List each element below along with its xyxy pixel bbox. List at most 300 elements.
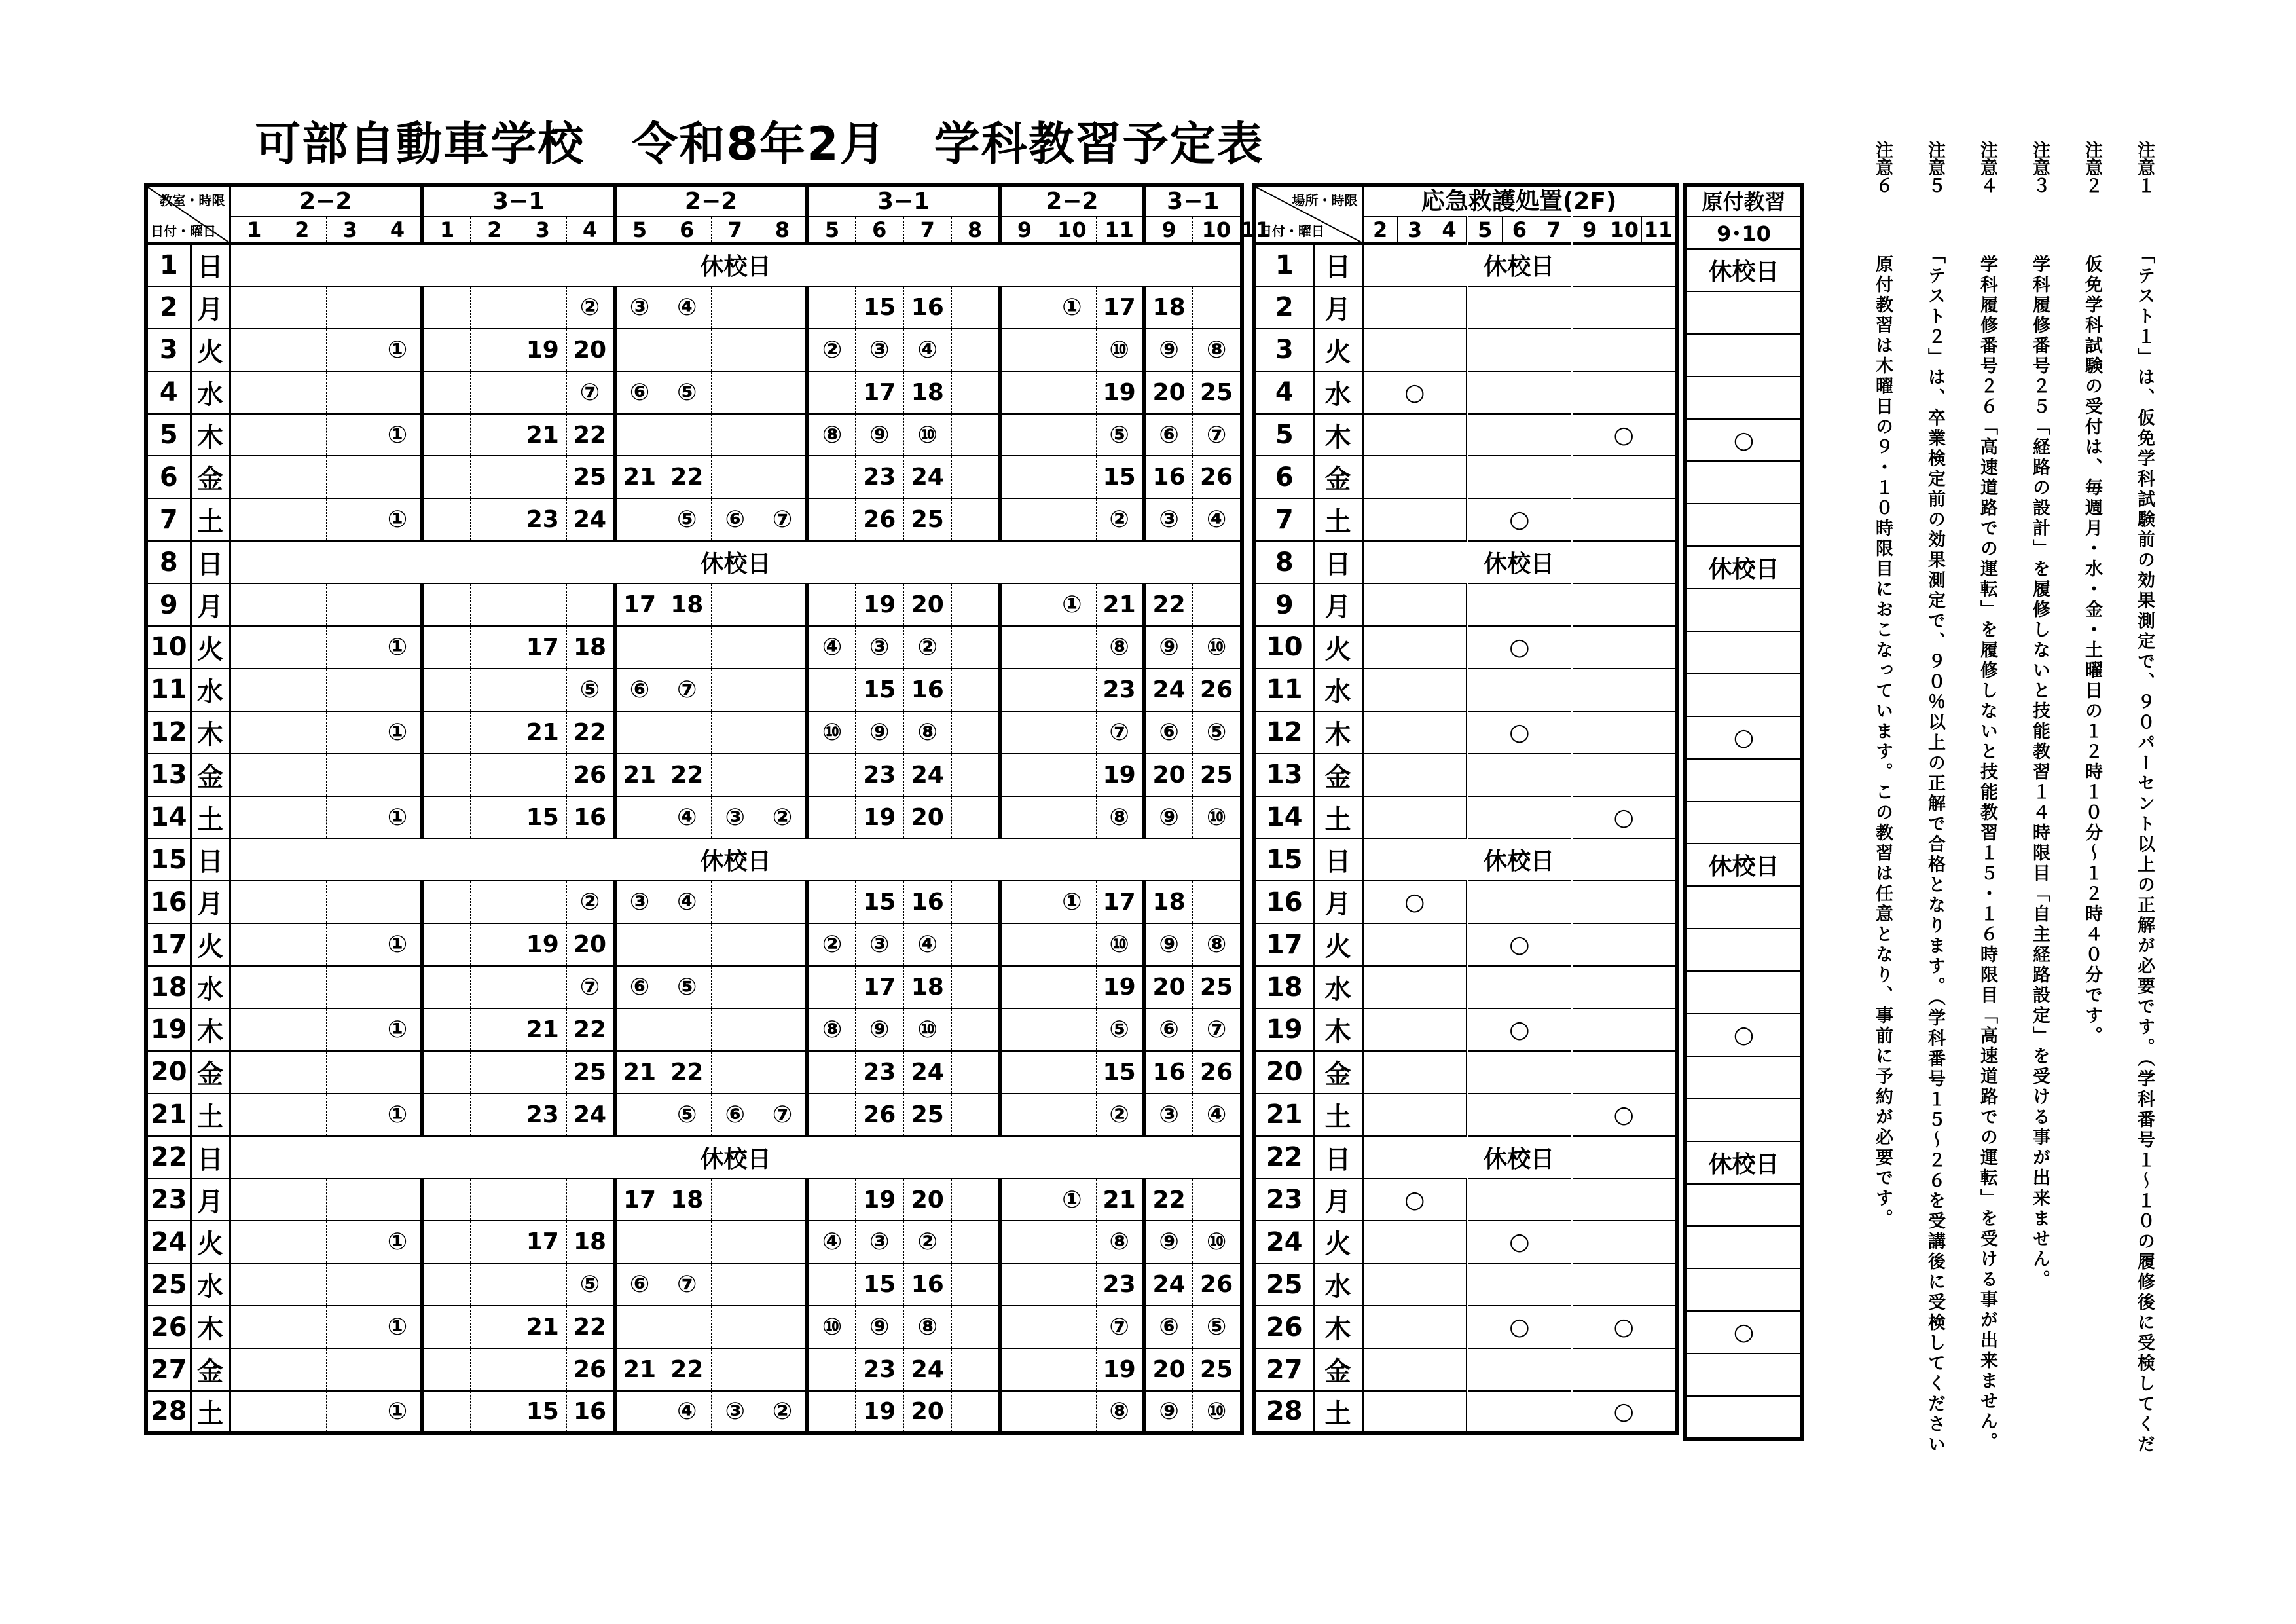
session-cell	[1362, 583, 1467, 626]
note-label: 注意１	[2134, 141, 2155, 194]
session-cell	[1362, 1306, 1467, 1348]
schedule-cell: 25	[903, 1094, 952, 1136]
schedule-cell	[952, 414, 1000, 456]
schedule-cell	[759, 329, 808, 371]
period-number: 8	[952, 217, 1000, 244]
schedule-cell: ⑧	[807, 414, 856, 456]
weekday: 火	[191, 1221, 230, 1263]
schedule-cell: ⑧	[1192, 923, 1241, 966]
schedule-cell	[471, 1391, 519, 1433]
schedule-cell: ④	[903, 329, 952, 371]
schedule-cell	[1048, 669, 1097, 711]
schedule-cell	[1048, 1263, 1097, 1306]
schedule-cell	[422, 754, 471, 796]
schedule-cell: 17	[615, 1179, 663, 1221]
schedule-cell: ⑧	[903, 711, 952, 754]
day-number: 11	[146, 669, 191, 711]
session-cell	[1685, 929, 1802, 971]
day-row	[1254, 838, 1677, 881]
schedule-cell	[1048, 456, 1097, 498]
period-number: 11	[1641, 217, 1676, 244]
schedule-cell: 22	[663, 754, 712, 796]
day-row	[146, 1008, 1242, 1051]
schedule-cell: 17	[615, 583, 663, 626]
schedule-cell	[952, 669, 1000, 711]
weekday: 日	[191, 1136, 230, 1179]
session-cell	[1685, 1354, 1802, 1396]
schedule-cell	[711, 1306, 759, 1348]
day-row	[1685, 1014, 1802, 1056]
day-row	[1685, 929, 1802, 971]
period-number: 1	[422, 217, 471, 244]
session-cell	[1362, 754, 1467, 796]
period-number: 6	[1502, 217, 1537, 244]
schedule-cell	[711, 1179, 759, 1221]
schedule-cell	[422, 1263, 471, 1306]
schedule-cell: 21	[1096, 1179, 1144, 1221]
schedule-cell: ②	[759, 796, 808, 839]
class-group-header: 2−2	[615, 185, 807, 217]
schedule-cell: ③	[615, 881, 663, 923]
schedule-cell: ⑧	[807, 1008, 856, 1051]
day-number: 23	[1254, 1179, 1313, 1221]
schedule-cell	[374, 669, 423, 711]
holiday-cell: 休校日	[1685, 249, 1802, 291]
schedule-cell: 25	[1192, 754, 1241, 796]
schedule-cell	[759, 286, 808, 329]
schedule-cell	[759, 1263, 808, 1306]
session-cell	[1572, 923, 1677, 966]
schedule-cell	[278, 329, 327, 371]
schedule-cell	[759, 583, 808, 626]
schedule-cell: 20	[1144, 1348, 1193, 1391]
schedule-cell: 17	[519, 1221, 567, 1263]
day-row	[1254, 414, 1677, 456]
schedule-cell	[1048, 796, 1097, 839]
weekday: 木	[191, 711, 230, 754]
schedule-cell	[471, 1306, 519, 1348]
schedule-cell: ⑤	[1192, 1306, 1241, 1348]
weekday: 月	[191, 583, 230, 626]
schedule-cell	[1048, 1221, 1097, 1263]
day-number: 8	[1254, 541, 1313, 583]
session-cell	[1685, 461, 1802, 504]
weekday: 月	[191, 286, 230, 329]
day-row	[1254, 1391, 1677, 1433]
period-number: 4	[1432, 217, 1467, 244]
schedule-cell: 19	[856, 1391, 904, 1433]
day-row	[146, 754, 1242, 796]
schedule-cell	[807, 456, 856, 498]
schedule-cell	[952, 711, 1000, 754]
schedule-cell	[326, 329, 374, 371]
schedule-cell: ⑤	[663, 498, 712, 541]
schedule-cell	[952, 754, 1000, 796]
schedule-cell	[1048, 1306, 1097, 1348]
schedule-cell	[471, 286, 519, 329]
schedule-cell	[326, 1221, 374, 1263]
weekday: 火	[191, 626, 230, 669]
schedule-cell	[952, 626, 1000, 669]
schedule-cell	[422, 1179, 471, 1221]
emergency-aid-table	[1252, 183, 1679, 1435]
day-row	[1254, 286, 1677, 329]
session-cell: ○	[1362, 1179, 1467, 1221]
schedule-cell: 22	[1144, 1179, 1193, 1221]
day-row	[1254, 371, 1677, 414]
day-row	[146, 329, 1242, 371]
schedule-cell: 22	[663, 1348, 712, 1391]
schedule-cell	[1000, 966, 1048, 1008]
period-number: 7	[711, 217, 759, 244]
day-row	[1685, 1354, 1802, 1396]
schedule-cell	[807, 796, 856, 839]
schedule-cell	[471, 881, 519, 923]
day-number: 21	[146, 1094, 191, 1136]
day-row	[146, 1263, 1242, 1306]
schedule-cell: 15	[856, 669, 904, 711]
holiday-cell: 休校日	[1685, 546, 1802, 589]
day-number: 22	[1254, 1136, 1313, 1179]
schedule-cell	[1000, 414, 1048, 456]
weekday: 木	[1313, 414, 1362, 456]
session-cell: ○	[1467, 1306, 1572, 1348]
day-number: 7	[146, 498, 191, 541]
schedule-cell	[471, 498, 519, 541]
schedule-cell	[230, 669, 278, 711]
day-number: 19	[1254, 1008, 1313, 1051]
schedule-cell: ①	[1048, 881, 1097, 923]
schedule-cell	[422, 1306, 471, 1348]
schedule-cell: 21	[519, 1008, 567, 1051]
schedule-cell	[759, 966, 808, 1008]
moped-title: 原付教習	[1685, 185, 1802, 217]
schedule-cell	[952, 498, 1000, 541]
session-cell	[1572, 329, 1677, 371]
schedule-cell: 24	[903, 456, 952, 498]
schedule-cell	[471, 669, 519, 711]
schedule-cell	[471, 1094, 519, 1136]
main-header-corner	[146, 185, 230, 244]
holiday-cell: 休校日	[230, 541, 1241, 583]
schedule-cell: ④	[807, 626, 856, 669]
schedule-cell: ⑨	[856, 1008, 904, 1051]
schedule-cell	[278, 923, 327, 966]
day-row	[146, 1179, 1242, 1221]
day-number: 19	[146, 1008, 191, 1051]
schedule-cell: ③	[856, 923, 904, 966]
schedule-cell: 16	[903, 881, 952, 923]
schedule-cell	[1048, 329, 1097, 371]
weekday: 木	[1313, 1306, 1362, 1348]
weekday: 水	[191, 371, 230, 414]
schedule-cell	[471, 1008, 519, 1051]
schedule-cell	[374, 286, 423, 329]
schedule-cell	[1000, 1391, 1048, 1433]
schedule-cell: 19	[1096, 1348, 1144, 1391]
schedule-cell	[1048, 1348, 1097, 1391]
weekday: 火	[1313, 626, 1362, 669]
schedule-cell	[230, 796, 278, 839]
note-spacer	[2082, 194, 2102, 255]
day-number: 23	[146, 1179, 191, 1221]
schedule-cell: ⑩	[1096, 923, 1144, 966]
period-number: 10	[1192, 217, 1241, 244]
schedule-cell: ⑦	[567, 371, 615, 414]
schedule-cell	[230, 329, 278, 371]
schedule-cell	[1000, 1263, 1048, 1306]
session-cell	[1362, 711, 1467, 754]
schedule-cell	[1048, 1094, 1097, 1136]
period-number: 5	[1467, 217, 1502, 244]
note-label: 注意２	[2082, 141, 2102, 194]
period-number: 4	[374, 217, 423, 244]
session-cell	[1362, 414, 1467, 456]
schedule-cell: ⑤	[663, 371, 712, 414]
note-column	[1863, 141, 1902, 1549]
day-row	[146, 796, 1242, 839]
schedule-cell	[1000, 1348, 1048, 1391]
schedule-cell	[615, 796, 663, 839]
schedule-cell	[711, 371, 759, 414]
schedule-cell	[952, 966, 1000, 1008]
session-cell	[1572, 1051, 1677, 1094]
schedule-cell: ⑩	[1192, 796, 1241, 839]
session-cell	[1685, 377, 1802, 419]
schedule-cell: ②	[903, 1221, 952, 1263]
schedule-cell: ①	[1048, 1179, 1097, 1221]
schedule-cell	[278, 286, 327, 329]
day-number: 1	[1254, 244, 1313, 286]
schedule-cell	[422, 1221, 471, 1263]
schedule-cell: 26	[1192, 669, 1241, 711]
schedule-cell	[471, 626, 519, 669]
schedule-cell: ⑦	[1096, 1306, 1144, 1348]
weekday: 火	[1313, 329, 1362, 371]
schedule-cell: ⑥	[1144, 414, 1193, 456]
schedule-cell: 18	[567, 1221, 615, 1263]
weekday: 水	[1313, 669, 1362, 711]
weekday: 土	[191, 796, 230, 839]
schedule-cell: 20	[903, 583, 952, 626]
schedule-cell	[326, 966, 374, 1008]
day-number: 27	[146, 1348, 191, 1391]
schedule-cell: 17	[1096, 881, 1144, 923]
schedule-cell	[422, 414, 471, 456]
day-number: 21	[1254, 1094, 1313, 1136]
schedule-cell	[952, 881, 1000, 923]
schedule-cell	[952, 1391, 1000, 1433]
session-cell	[1467, 669, 1572, 711]
schedule-cell	[278, 669, 327, 711]
schedule-cell	[278, 456, 327, 498]
session-cell: ○	[1685, 419, 1802, 462]
schedule-cell: ⑤	[1192, 711, 1241, 754]
session-cell	[1362, 1348, 1467, 1391]
schedule-cell: ⑤	[663, 966, 712, 1008]
day-number: 26	[1254, 1306, 1313, 1348]
schedule-cell	[1000, 286, 1048, 329]
schedule-cell	[1048, 754, 1097, 796]
session-cell	[1467, 414, 1572, 456]
schedule-cell	[952, 923, 1000, 966]
day-number: 16	[146, 881, 191, 923]
schedule-cell	[759, 456, 808, 498]
session-cell	[1467, 796, 1572, 839]
schedule-cell	[1000, 329, 1048, 371]
day-row	[146, 541, 1242, 583]
schedule-cell	[807, 1051, 856, 1094]
session-cell	[1467, 286, 1572, 329]
schedule-cell: 23	[519, 1094, 567, 1136]
schedule-cell	[1048, 1008, 1097, 1051]
schedule-cell	[807, 754, 856, 796]
weekday: 木	[191, 1008, 230, 1051]
schedule-cell: ④	[1192, 498, 1241, 541]
schedule-cell: ⑩	[1096, 329, 1144, 371]
schedule-cell	[952, 1008, 1000, 1051]
schedule-cell: 19	[519, 923, 567, 966]
schedule-cell	[471, 1051, 519, 1094]
schedule-cell: 18	[567, 626, 615, 669]
schedule-cell	[1000, 1179, 1048, 1221]
schedule-cell	[471, 1263, 519, 1306]
session-cell	[1362, 1391, 1467, 1433]
day-number: 18	[1254, 966, 1313, 1008]
day-row	[1254, 456, 1677, 498]
note-spacer	[2030, 194, 2050, 255]
schedule-cell: ⑥	[1144, 711, 1193, 754]
schedule-cell: ②	[759, 1391, 808, 1433]
day-row	[1254, 1136, 1677, 1179]
schedule-cell	[326, 583, 374, 626]
session-cell	[1572, 498, 1677, 541]
day-number: 12	[1254, 711, 1313, 754]
weekday: 月	[1313, 286, 1362, 329]
schedule-cell	[422, 456, 471, 498]
weekday: 日	[191, 838, 230, 881]
schedule-cell	[422, 966, 471, 1008]
schedule-cell: ⑧	[1096, 1221, 1144, 1263]
day-row	[1254, 1008, 1677, 1051]
day-row	[1254, 754, 1677, 796]
schedule-cell: ⑦	[1096, 711, 1144, 754]
schedule-cell	[759, 1306, 808, 1348]
schedule-cell	[615, 923, 663, 966]
schedule-cell	[326, 626, 374, 669]
schedule-cell	[326, 1391, 374, 1433]
day-number: 18	[146, 966, 191, 1008]
schedule-cell	[663, 626, 712, 669]
session-cell	[1572, 583, 1677, 626]
schedule-cell: 26	[1192, 1263, 1241, 1306]
day-row	[146, 1136, 1242, 1179]
schedule-cell: 19	[856, 796, 904, 839]
schedule-cell: ⑨	[856, 1306, 904, 1348]
session-cell: ○	[1572, 1306, 1677, 1348]
schedule-cell	[326, 669, 374, 711]
schedule-cell	[711, 1051, 759, 1094]
schedule-cell: ①	[374, 414, 423, 456]
session-cell: ○	[1685, 716, 1802, 759]
weekday: 木	[191, 1306, 230, 1348]
day-row	[1254, 1306, 1677, 1348]
schedule-cell: 25	[567, 1051, 615, 1094]
schedule-cell	[1000, 1008, 1048, 1051]
schedule-cell	[471, 371, 519, 414]
schedule-cell	[807, 1094, 856, 1136]
schedule-cell: 18	[903, 966, 952, 1008]
schedule-cell	[278, 1263, 327, 1306]
day-row	[146, 1094, 1242, 1136]
schedule-cell: 16	[1144, 456, 1193, 498]
day-number: 6	[146, 456, 191, 498]
schedule-cell	[615, 329, 663, 371]
main-schedule-table	[144, 183, 1270, 1435]
schedule-cell: 24	[903, 754, 952, 796]
header-corner-bottom: 日付・曜日	[151, 223, 216, 239]
schedule-cell	[326, 881, 374, 923]
schedule-cell: ②	[567, 881, 615, 923]
schedule-cell: 20	[567, 923, 615, 966]
schedule-cell	[326, 1263, 374, 1306]
schedule-cell: 22	[567, 711, 615, 754]
schedule-cell	[326, 1306, 374, 1348]
period-number: 9	[1000, 217, 1048, 244]
schedule-cell: ⑥	[711, 498, 759, 541]
header-corner-top: 教室・時限	[159, 193, 225, 208]
schedule-cell	[1000, 669, 1048, 711]
schedule-cell	[230, 1221, 278, 1263]
note-column	[1967, 141, 2007, 1549]
schedule-cell: ②	[807, 329, 856, 371]
schedule-cell: 21	[519, 414, 567, 456]
session-cell: ○	[1467, 923, 1572, 966]
schedule-cell	[1000, 711, 1048, 754]
schedule-cell: ⑧	[1096, 1391, 1144, 1433]
schedule-cell	[1000, 754, 1048, 796]
schedule-cell: ⑤	[567, 1263, 615, 1306]
schedule-cell	[1192, 286, 1241, 329]
weekday: 土	[1313, 1094, 1362, 1136]
day-number: 22	[146, 1136, 191, 1179]
weekday: 日	[191, 244, 230, 286]
note-text: 仮免学科試験の受付は、毎週月・水・金・土曜日の１２時１０分～１２時４０分です。	[2082, 255, 2102, 1046]
period-number: 1	[230, 217, 278, 244]
schedule-cell	[326, 1179, 374, 1221]
schedule-cell	[1000, 796, 1048, 839]
schedule-cell	[711, 456, 759, 498]
schedule-cell	[759, 1051, 808, 1094]
schedule-cell	[615, 414, 663, 456]
day-number: 9	[146, 583, 191, 626]
schedule-cell: 26	[567, 754, 615, 796]
day-row	[1685, 504, 1802, 546]
session-cell	[1572, 1008, 1677, 1051]
day-number: 20	[1254, 1051, 1313, 1094]
schedule-cell	[230, 923, 278, 966]
schedule-cell: 16	[567, 796, 615, 839]
schedule-cell: ①	[374, 498, 423, 541]
day-row	[1254, 966, 1677, 1008]
day-number: 24	[146, 1221, 191, 1263]
schedule-cell: ④	[1192, 1094, 1241, 1136]
schedule-cell	[422, 329, 471, 371]
schedule-cell	[326, 286, 374, 329]
schedule-cell	[471, 754, 519, 796]
day-row	[1685, 759, 1802, 802]
schedule-cell: 26	[1192, 456, 1241, 498]
